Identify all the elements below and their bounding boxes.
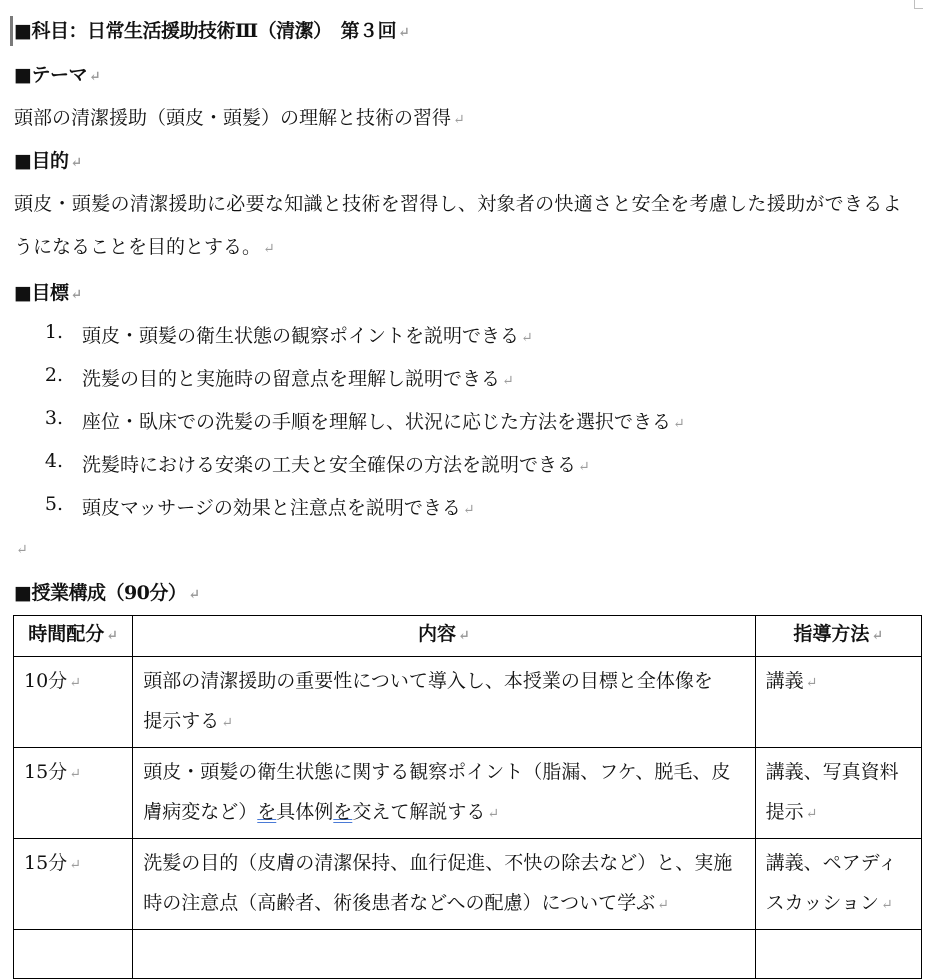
time-cell[interactable] (14, 930, 133, 979)
column-header-time[interactable]: 時間配分 ↵ (14, 616, 133, 657)
paragraph-mark-icon: ↵ (502, 373, 514, 389)
table-row (14, 657, 922, 748)
column-header-content[interactable]: 内容 ↵ (133, 616, 755, 657)
time-cell[interactable]: 15分 ↵ (14, 748, 133, 839)
page-corner-mark (914, 0, 923, 9)
time-cell[interactable]: 10分 ↵ (14, 657, 133, 748)
goals-heading-text: ■目標 (14, 282, 69, 304)
schedule-table (13, 615, 922, 979)
method-cell[interactable]: 講義、写真資料 提示 ↵ (755, 748, 921, 839)
paragraph-mark-icon: ↵ (188, 587, 200, 603)
theme-heading[interactable] (14, 60, 100, 87)
goal-text: 座位・臥床での洗髪の手順を理解し、状況に応じた方法を選択できる ↵ (82, 411, 685, 433)
subject-line[interactable] (14, 16, 409, 43)
grammar-underline: を (257, 801, 277, 823)
paragraph-mark-icon: ↵ (398, 25, 410, 41)
method-cell[interactable]: 講義 ↵ (755, 657, 921, 748)
paragraph-mark-icon: ↵ (453, 112, 465, 128)
paragraph-mark-icon: ↵ (521, 330, 533, 346)
purpose-line-1[interactable] (14, 189, 902, 216)
table-row (14, 748, 922, 839)
goal-text: 頭皮マッサージの効果と注意点を説明できる ↵ (82, 497, 475, 519)
table-row (14, 839, 922, 930)
table-header-row (14, 616, 922, 657)
paragraph-mark-icon: ↵ (673, 416, 685, 432)
purpose-heading-text: ■目的 (14, 150, 69, 172)
purpose-heading[interactable] (14, 146, 82, 173)
paragraph-mark-icon: ↵ (70, 155, 82, 171)
goal-number: 3. (44, 407, 63, 429)
theme-heading-text: ■テーマ (14, 64, 87, 86)
goal-text: 頭皮・頭髪の衛生状態の観察ポイントを説明できる ↵ (82, 325, 533, 347)
column-header-method[interactable]: 指導方法 ↵ (755, 616, 921, 657)
method-cell[interactable] (755, 930, 921, 979)
goal-number: 1. (44, 321, 63, 343)
time-cell[interactable]: 15分 ↵ (14, 839, 133, 930)
purpose-text-2: うになることを目的とする。 (14, 236, 262, 258)
table-row (14, 930, 922, 979)
paragraph-mark-icon: ↵ (88, 69, 101, 85)
structure-heading[interactable] (14, 578, 200, 605)
purpose-line-2[interactable] (14, 232, 275, 259)
paragraph-mark-icon: ↵ (16, 542, 28, 558)
paragraph-mark-icon: ↵ (263, 241, 275, 257)
goal-text: 洗髪の目的と実施時の留意点を理解し説明できる ↵ (82, 368, 514, 390)
subject-text: ■科目：日常生活援助技術Ⅲ（清潔） 第３回 (14, 20, 397, 42)
theme-text-line[interactable] (14, 103, 465, 130)
goal-number: 5. (44, 493, 63, 515)
goal-text: 洗髪時における安楽の工夫と安全確保の方法を説明できる ↵ (82, 454, 590, 476)
grammar-underline: を (333, 801, 353, 823)
content-cell[interactable] (133, 930, 755, 979)
content-cell[interactable]: 洗髪の目的（皮膚の清潔保持、血行促進、不快の除去など）と、実施 時の注意点（高齢者、術後患者などへの配慮）について学ぶ ↵ (133, 839, 755, 930)
goal-number: 4. (44, 450, 63, 472)
goals-heading[interactable] (14, 278, 82, 305)
paragraph-mark-icon: ↵ (578, 459, 590, 475)
purpose-text-1: 頭皮・頭髪の清潔援助に必要な知識と技術を習得し、対象者の快適さと安全を考慮した援助ができるよ (14, 193, 902, 215)
theme-text: 頭部の清潔援助（頭皮・頭髪）の理解と技術の習得 (14, 107, 452, 129)
text-cursor (10, 16, 13, 46)
paragraph-mark-icon: ↵ (462, 502, 475, 518)
paragraph-mark-icon: ↵ (70, 287, 82, 303)
method-cell[interactable]: 講義、ペアディ スカッション ↵ (755, 839, 921, 930)
empty-paragraph[interactable] (14, 537, 28, 559)
structure-heading-text: ■授業構成（90分） (14, 582, 187, 604)
content-cell[interactable]: 頭皮・頭髪の衛生状態に関する観察ポイント（脂漏、フケ、脱毛、皮 膚病変など）を具体例を交えて解説する ↵ (133, 748, 755, 839)
goal-number: 2. (44, 364, 63, 386)
content-cell[interactable]: 頭部の清潔援助の重要性について導入し、本授業の目標と全体像を 提示する ↵ (133, 657, 755, 748)
